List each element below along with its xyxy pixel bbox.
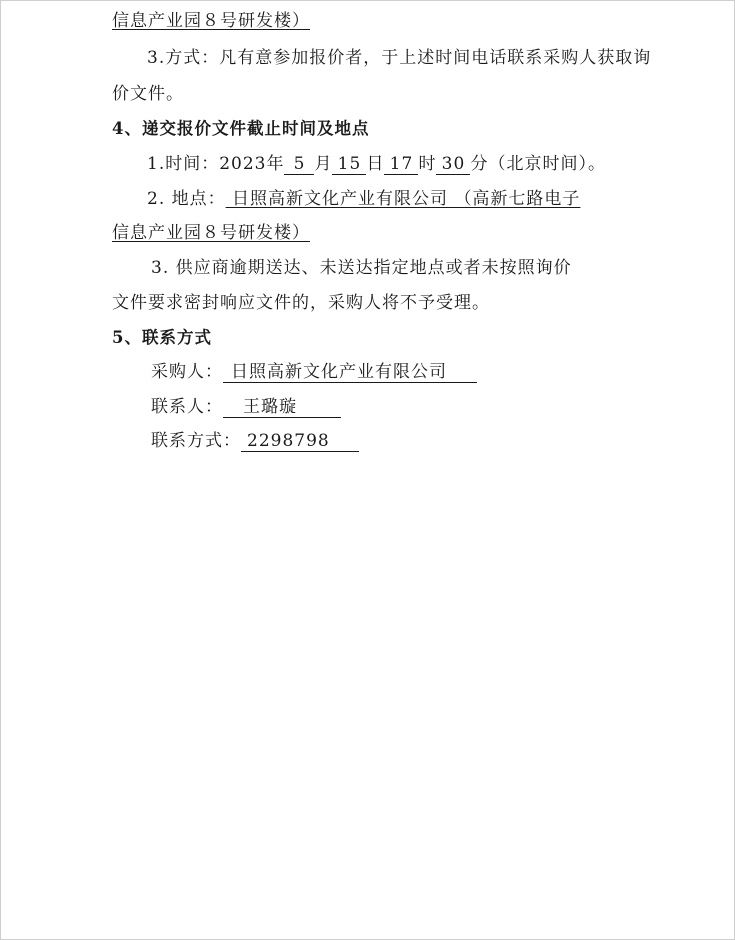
- address-continuation-2: 信息产业园８号研发楼）: [112, 223, 310, 243]
- deadline-time-prefix: 1.时间：2023年: [147, 154, 285, 174]
- place-company: 日照高新文化产业有限公司: [225, 189, 455, 209]
- deadline-place-line: [147, 188, 580, 210]
- month-unit: 月: [314, 154, 333, 174]
- method-clause: 3.方式：凡有意参加报价者，于上述时间电话联系采购人获取询: [147, 48, 652, 68]
- hour-unit: 时: [418, 154, 437, 174]
- section-5-heading: 5、联系方式: [112, 328, 212, 347]
- deadline-day: 15: [332, 154, 366, 175]
- contact-person-value: 王璐璇: [223, 397, 341, 418]
- purchaser-line: [151, 361, 477, 383]
- section-4-heading: 4、递交报价文件截止时间及地点: [112, 119, 370, 138]
- deadline-hour: 17: [384, 154, 418, 175]
- method-clause-continuation: 价文件。: [112, 84, 184, 104]
- purchaser-value: 日照高新文化产业有限公司: [223, 362, 477, 383]
- deadline-minute: 30: [436, 154, 470, 175]
- place-address: （高新七路电子: [454, 189, 581, 209]
- place-label: 2. 地点：: [147, 189, 226, 209]
- deadline-time-line: [147, 153, 606, 175]
- address-continuation-1: 信息产业园８号研发楼）: [112, 11, 310, 31]
- deadline-month: 5: [284, 154, 314, 175]
- contact-phone-line: [151, 430, 359, 452]
- purchaser-label: 采购人：: [151, 362, 223, 382]
- late-submission-clause: 3. 供应商逾期送达、未送达指定地点或者未按照询价: [151, 258, 572, 278]
- contact-phone-value: 2298798: [241, 431, 359, 452]
- contact-person-line: [151, 396, 341, 418]
- contact-person-label: 联系人：: [151, 397, 223, 417]
- day-unit: 日: [366, 154, 385, 174]
- contact-phone-label: 联系方式：: [151, 431, 241, 451]
- deadline-time-suffix: 分（北京时间）。: [470, 154, 606, 174]
- late-submission-continuation: 文件要求密封响应文件的，采购人将不予受理。: [112, 293, 490, 313]
